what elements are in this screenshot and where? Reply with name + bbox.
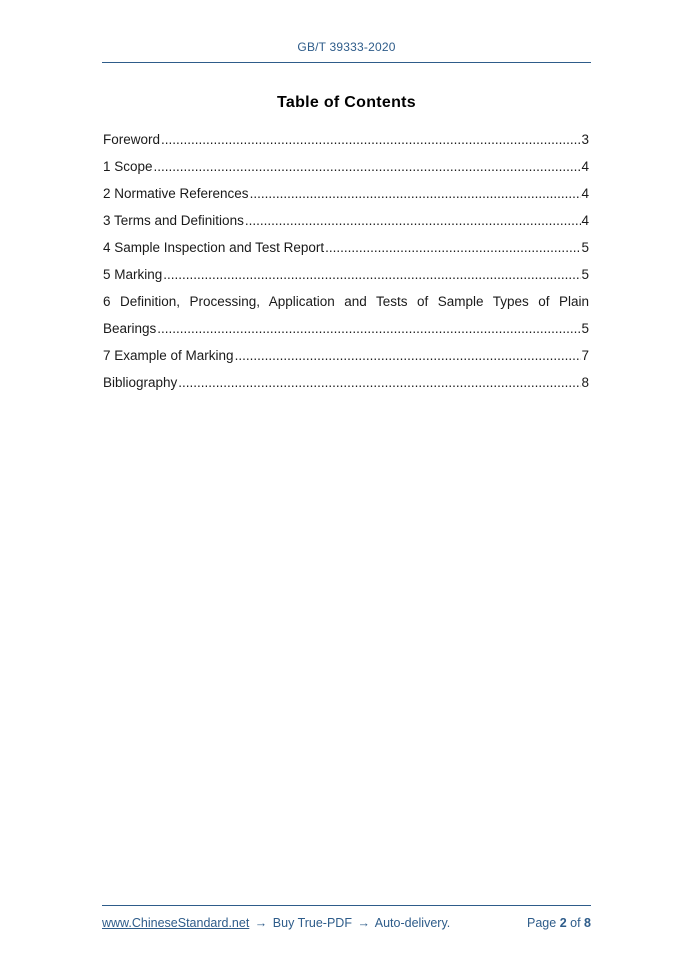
- toc-entry[interactable]: [103, 153, 589, 180]
- toc-entry-page: 3: [581, 132, 589, 147]
- auto-delivery-text: Auto-delivery.: [374, 916, 451, 930]
- arrow-right-icon-2: →: [357, 916, 370, 930]
- toc-leader-dots: [163, 261, 581, 288]
- toc-entry-page: 7: [581, 348, 589, 363]
- toc-entry-page: 4: [581, 186, 589, 201]
- toc-entry[interactable]: [103, 261, 589, 288]
- toc-entry-page: 5: [581, 267, 589, 282]
- toc-entry[interactable]: [103, 234, 589, 261]
- toc-entry[interactable]: [103, 207, 589, 234]
- page-indicator: [527, 916, 591, 930]
- toc-leader-dots: [178, 369, 581, 396]
- toc-entry[interactable]: [103, 369, 589, 396]
- toc-entry[interactable]: [103, 180, 589, 207]
- toc-entry-label-line1: 6 Definition, Processing, Application and Tests of Sample Types of Plain: [103, 294, 589, 309]
- toc-entry-page: 5: [581, 240, 589, 255]
- page-title: Table of Contents: [276, 94, 417, 111]
- toc-leader-dots: [235, 342, 582, 369]
- toc-entry-page: 5: [581, 321, 589, 336]
- toc-entry-label: 2 Normative References: [103, 186, 249, 201]
- toc-entry-page: 4: [581, 159, 589, 174]
- toc-leader-dots: [250, 180, 582, 207]
- toc-entry-label: 1 Scope: [103, 159, 153, 174]
- toc-leader-dots: [161, 126, 581, 153]
- table-of-contents: [103, 126, 589, 396]
- toc-entry-label: Bibliography: [103, 375, 178, 390]
- header-divider: [102, 62, 591, 63]
- page-word: Page: [527, 916, 557, 930]
- footer-promo: [102, 916, 450, 930]
- toc-entry-label: 5 Marking: [103, 267, 163, 282]
- toc-entry[interactable]: [103, 342, 589, 369]
- toc-entry-label: 3 Terms and Definitions: [103, 213, 244, 228]
- toc-entry-label: 7 Example of Marking: [103, 348, 234, 363]
- arrow-right-icon: →: [254, 916, 268, 930]
- toc-leader-dots: [157, 315, 581, 342]
- toc-entry[interactable]: [103, 126, 589, 153]
- current-page-number: 2: [559, 916, 567, 930]
- footer-divider: [102, 905, 591, 906]
- buy-true-pdf-text: Buy True-PDF: [272, 916, 352, 930]
- total-page-number: 8: [584, 916, 591, 930]
- toc-entry[interactable]: [103, 288, 589, 342]
- toc-leader-dots: [245, 207, 582, 234]
- page-footer: [102, 916, 591, 930]
- toc-leader-dots: [154, 153, 582, 180]
- toc-entry-label: Foreword: [103, 132, 161, 147]
- of-word: of: [570, 916, 581, 930]
- page-header: [102, 38, 591, 56]
- website-link[interactable]: www.ChineseStandard.net: [102, 916, 250, 930]
- toc-entry-page: 4: [581, 213, 589, 228]
- toc-entry-page: 8: [581, 375, 589, 390]
- toc-entry-label-line2: Bearings: [103, 321, 157, 336]
- standard-number: GB/T 39333-2020: [297, 40, 396, 54]
- toc-entry-label: 4 Sample Inspection and Test Report: [103, 240, 325, 255]
- toc-leader-dots: [325, 234, 581, 261]
